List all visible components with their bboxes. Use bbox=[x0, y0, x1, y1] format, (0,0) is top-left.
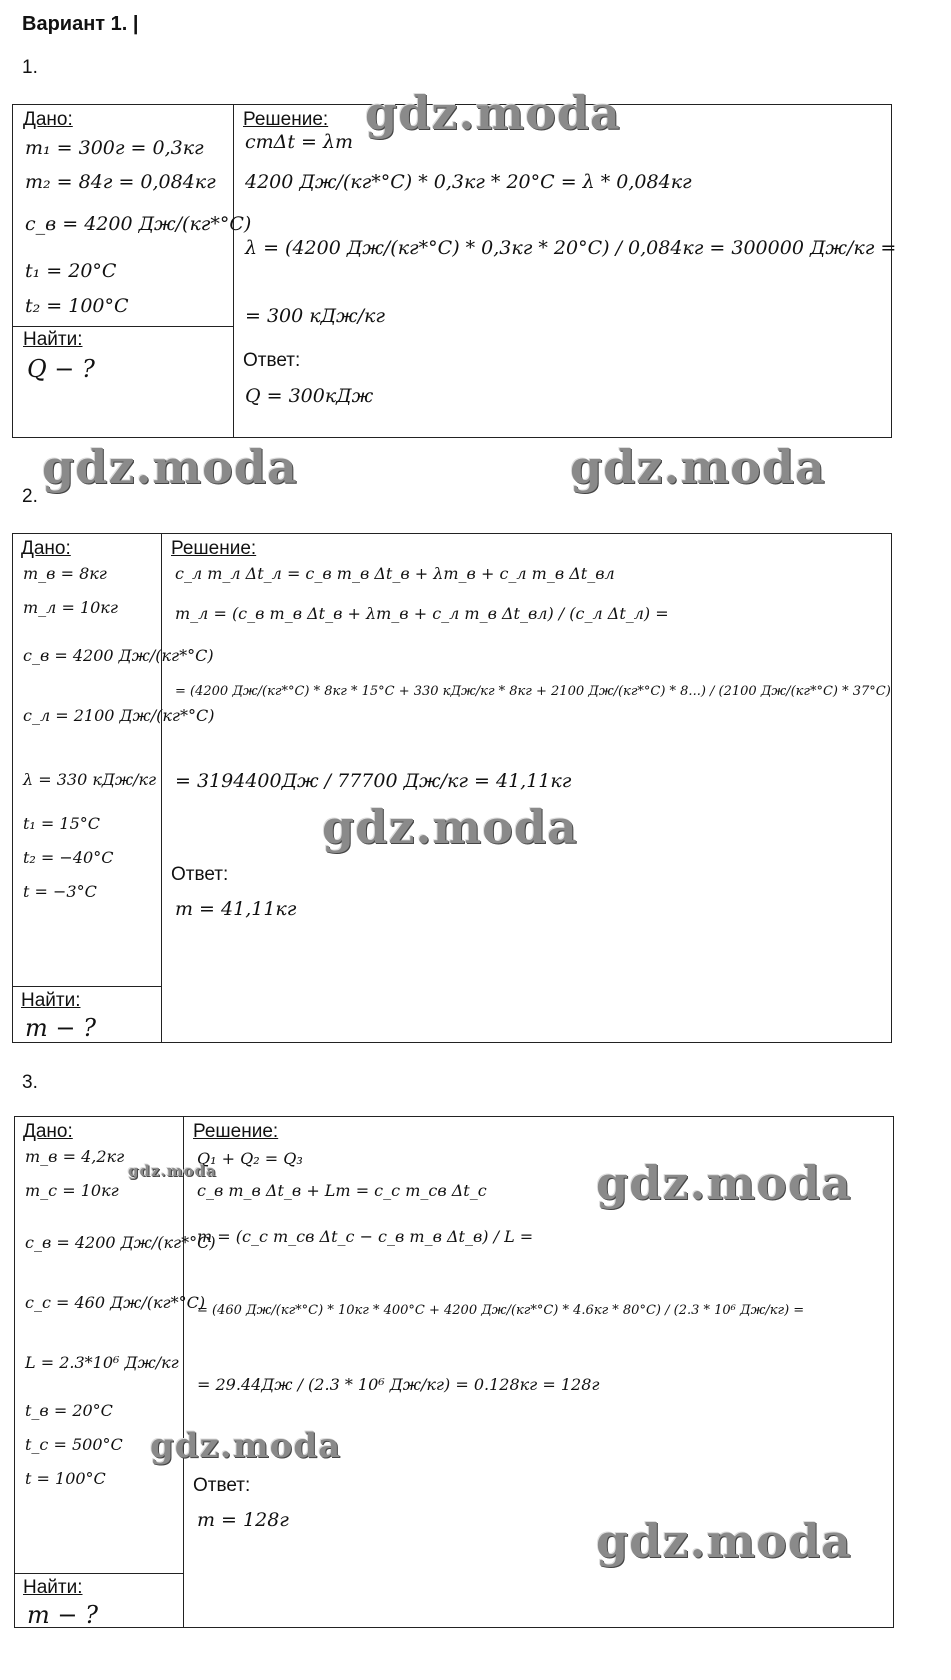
solution-line: c_в m_в Δt_в + Lm = c_c m_cв Δt_c bbox=[197, 1181, 487, 1200]
given-item: m₂ = 84г = 0,084кг bbox=[25, 171, 216, 193]
solution-line: = (4200 Дж/(кг*°C) * 8кг * 15°C + 330 кДж/кг * 8кг + 2100 Дж/(кг*°C) * 8...) / (2100 Дж/(кг*°C) * 37°C) bbox=[175, 684, 891, 699]
find-value: m − ? bbox=[27, 1601, 98, 1629]
given-item: m_в = 8кг bbox=[23, 564, 107, 583]
solution-line: m_л = (c_в m_в Δt_в + λm_в + c_л m_в Δt_вл) / (c_л Δt_л) = bbox=[175, 604, 669, 623]
given-item: c_л = 2100 Дж/(кг*°C) bbox=[23, 706, 215, 725]
given-item: t₁ = 15°C bbox=[23, 814, 101, 833]
solution-line: = (460 Дж/(кг*°C) * 10кг * 400°C + 4200 Дж/(кг*°C) * 4.6кг * 80°C) / (2.3 * 10⁶ Дж/кг) = bbox=[197, 1303, 805, 1318]
given-item: c_в = 4200 Дж/(кг*°C) bbox=[25, 1233, 216, 1252]
watermark: gdz.moda bbox=[322, 800, 578, 854]
solution-label: Решение: bbox=[193, 1121, 279, 1142]
answer-value: Q = 300кДж bbox=[245, 385, 374, 407]
given-item: m₁ = 300г = 0,3кг bbox=[25, 137, 204, 159]
problem-1-table bbox=[12, 104, 897, 438]
given-item: t₁ = 20°C bbox=[25, 260, 117, 282]
given-item: t_в = 20°C bbox=[25, 1401, 113, 1420]
given-label: Дано: bbox=[23, 109, 73, 130]
watermark: gdz.moda bbox=[570, 440, 826, 494]
given-item: t₂ = 100°C bbox=[25, 295, 129, 317]
solution-line: λ = (4200 Дж/(кг*°C) * 0,3кг * 20°C) / 0,084кг = 300000 Дж/кг = bbox=[245, 237, 897, 259]
given-item: m_c = 10кг bbox=[25, 1181, 119, 1200]
watermark: gdz.moda bbox=[365, 86, 621, 140]
given-item: c_c = 460 Дж/(кг*°C) bbox=[25, 1293, 206, 1312]
watermark: gdz.moda bbox=[150, 1426, 342, 1466]
find-label: Найти: bbox=[23, 329, 83, 350]
answer-label: Ответ: bbox=[243, 350, 301, 371]
given-item: c_в = 4200 Дж/(кг*°C) bbox=[25, 213, 252, 235]
given-item: λ = 330 кДж/кг bbox=[23, 770, 157, 789]
given-item: m_в = 4,2кг bbox=[25, 1147, 125, 1166]
page-title: Вариант 1. | bbox=[22, 13, 139, 35]
solution-line: 4200 Дж/(кг*°C) * 0,3кг * 20°C = λ * 0,084кг bbox=[245, 171, 692, 193]
solution-line: c_л m_л Δt_л = c_в m_в Δt_в + λm_в + c_л m_в Δt_вл bbox=[175, 564, 615, 583]
given-item: t_c = 500°C bbox=[25, 1435, 123, 1454]
answer-label: Ответ: bbox=[171, 864, 229, 885]
answer-value: m = 41,11кг bbox=[175, 898, 297, 920]
problem-2-number: 2. bbox=[22, 486, 38, 507]
given-item: m_л = 10кг bbox=[23, 598, 118, 617]
solution-line: Q₁ + Q₂ = Q₃ bbox=[197, 1149, 303, 1168]
solution-line: cmΔt = λm bbox=[245, 131, 354, 153]
find-value: m − ? bbox=[25, 1014, 96, 1042]
find-value: Q − ? bbox=[27, 355, 95, 383]
solution-line: = 3194400Дж / 77700 Дж/кг = 41,11кг bbox=[175, 770, 572, 792]
find-label: Найти: bbox=[23, 1577, 83, 1598]
problem-2-table bbox=[12, 533, 892, 1043]
solution-label: Решение: bbox=[243, 109, 329, 130]
given-item: t₂ = −40°C bbox=[23, 848, 114, 867]
find-label: Найти: bbox=[21, 990, 81, 1011]
answer-value: m = 128г bbox=[197, 1509, 289, 1531]
problem-3-number: 3. bbox=[22, 1072, 38, 1093]
given-label: Дано: bbox=[23, 1121, 73, 1142]
given-item: c_в = 4200 Дж/(кг*°C) bbox=[23, 646, 214, 665]
watermark: gdz.moda bbox=[596, 1156, 852, 1210]
watermark: gdz.moda bbox=[128, 1162, 217, 1180]
watermark: gdz.moda bbox=[596, 1514, 852, 1568]
answer-label: Ответ: bbox=[193, 1475, 251, 1496]
given-item: L = 2.3*10⁶ Дж/кг bbox=[25, 1353, 179, 1372]
watermark: gdz.moda bbox=[42, 440, 298, 494]
problem-1-number: 1. bbox=[22, 57, 38, 78]
solution-label: Решение: bbox=[171, 538, 257, 559]
given-item: t = 100°C bbox=[25, 1469, 106, 1488]
given-item: t = −3°C bbox=[23, 882, 97, 901]
solution-line: = 300 кДж/кг bbox=[245, 305, 386, 327]
given-label: Дано: bbox=[21, 538, 71, 559]
solution-line: = 29.44Дж / (2.3 * 10⁶ Дж/кг) = 0.128кг = 128г bbox=[197, 1375, 600, 1394]
solution-line: m = (c_c m_cв Δt_c − c_в m_в Δt_в) / L = bbox=[197, 1227, 534, 1246]
